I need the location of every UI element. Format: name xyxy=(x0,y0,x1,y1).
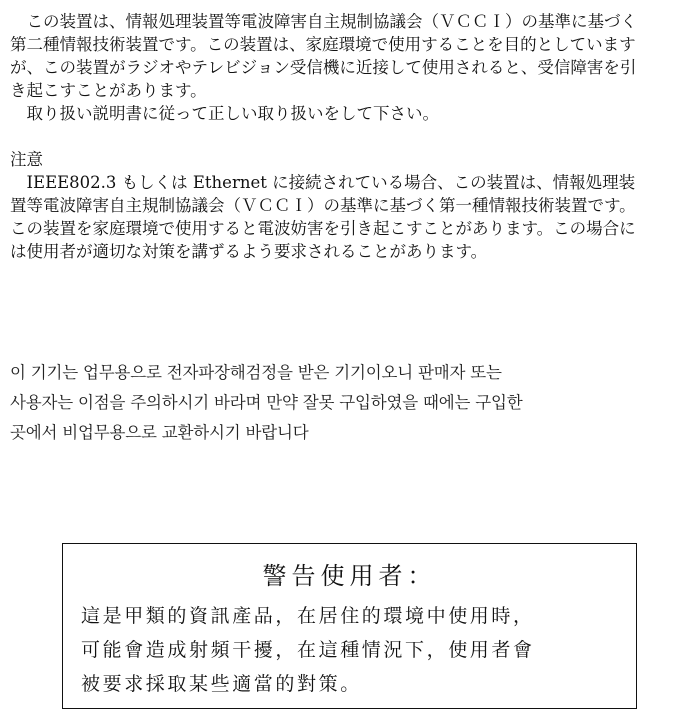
japanese-paragraph-instructions: 取り扱い説明書に従って正しい取り扱いをして下さい。 xyxy=(26,104,439,123)
warning-body xyxy=(81,599,626,701)
warning-title: 警告使用者： xyxy=(262,562,437,590)
japanese-paragraph-class-b: この装置は、情報処理装置等電波障害自主規制協議会（ＶＣＣＩ）の基準に基づく第二種情報技術装置です。この装置は、家庭環境で使用することを目的としていますが、この装置がラジオやテレビジョン受信機に近接して使用されると、受信障害を引き起こすことがあります。 xyxy=(10,12,637,100)
warning-line-3: 被要求採取某些適當的對策。 xyxy=(81,673,362,695)
warning-line-1: 這是甲類的資訊產品，在居住的環境中使用時， xyxy=(81,605,535,627)
korean-line-2: 사용자는 이점을 주의하시기 바라며 만약 잘못 구입하였을 때에는 구입한 xyxy=(10,393,523,412)
korean-line-1: 이 기기는 업무용으로 전자파장해검정을 받은 기기이오니 판매자 또는 xyxy=(10,363,502,382)
taiwan-warning-box xyxy=(62,543,637,709)
korean-line-3: 곳에서 비업무용으로 교환하시기 바랍니다 xyxy=(10,423,309,442)
caution-heading: 注意 xyxy=(10,150,43,169)
japanese-vcci-notice xyxy=(10,10,640,263)
korean-emc-notice xyxy=(10,358,690,448)
japanese-paragraph-class-a: IEEE802.3 もしくは Ethernet に接続されている場合、この装置は、情報処理装置等電波障害自主規制協議会（ＶＣＣＩ）の基準に基づく第一種情報技術装置です。この装置を家庭環境で使用すると電波妨害を引き起こすことがあります。この場合には使用者が適切な対策を講ずるよう要求されることがあります。 xyxy=(10,173,636,261)
warning-line-2: 可能會造成射頻干擾，在這種情況下，使用者會 xyxy=(81,639,535,661)
